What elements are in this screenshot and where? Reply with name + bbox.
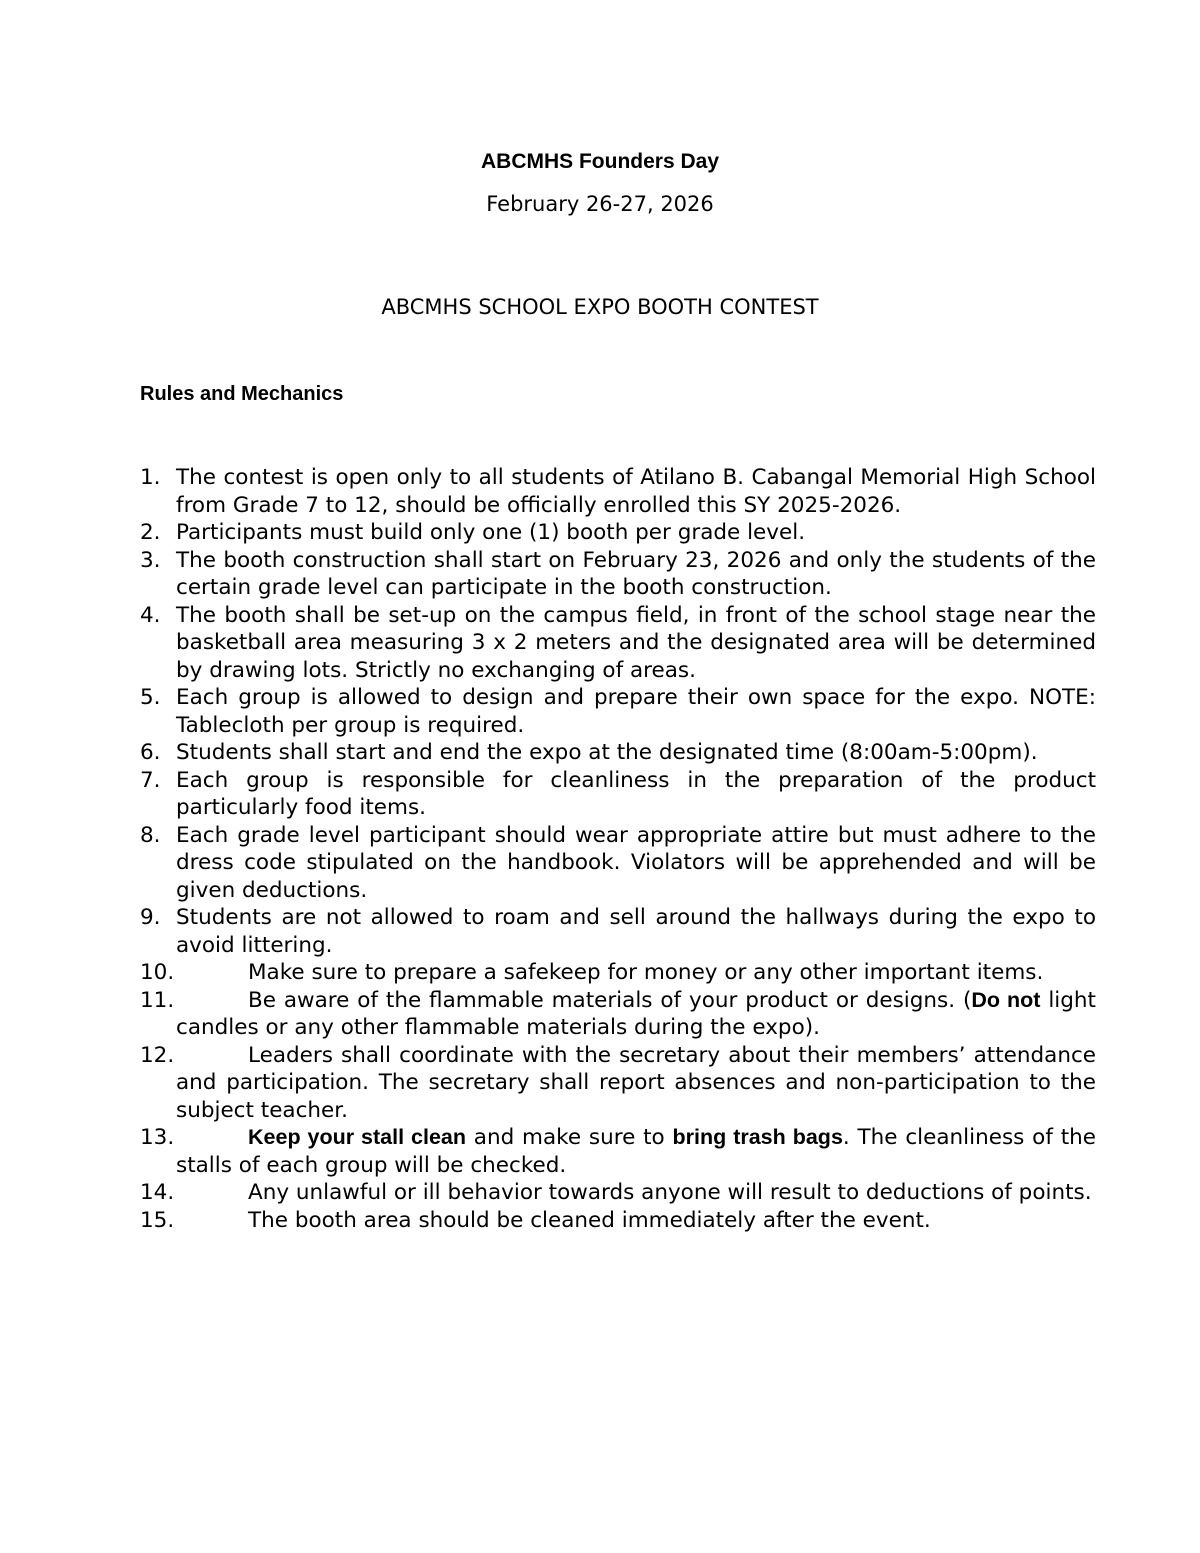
contest-title: ABCMHS SCHOOL EXPO BOOTH CONTEST bbox=[381, 295, 819, 319]
document-title: ABCMHS Founders Day bbox=[480, 150, 720, 173]
list-item: 2. Participants must build only one (1) booth per grade level. bbox=[140, 520, 806, 545]
list-item: 10. Make sure to prepare a safekeep for money or any other important items. bbox=[140, 960, 1044, 985]
list-item: 3. The booth construction shall start on February 23, 2026 and only the students of the certain grade level can participate in the booth construction. bbox=[140, 547, 1096, 600]
list-item: 12. Leaders shall coordinate with the secretary about their members’ attendance and participation. The secretary shall report absences and non-participation to the subject teacher. bbox=[140, 1042, 1096, 1123]
list-item: 11. Be aware of the flammable materials of your product or designs. (Do not light candles or any other flammable materials during the expo). bbox=[140, 987, 1096, 1040]
list-item: 5. Each group is allowed to design and prepare their own space for the expo. NOTE: Tablecloth per group is required. bbox=[140, 685, 1096, 738]
list-item: 7. Each group is responsible for cleanliness in the preparation of the product particularly food items. bbox=[140, 767, 1096, 820]
event-date: February 26-27, 2026 bbox=[486, 192, 714, 216]
list-item: 1. The contest is open only to all students of Atilano B. Cabangal Memorial High School from Grade 7 to 12, should be officially enrolled this SY 2025-2026. bbox=[140, 465, 1096, 518]
list-item: 9. Students are not allowed to roam and sell around the hallways during the expo to avoid littering. bbox=[140, 905, 1096, 958]
list-item: 6. Students shall start and end the expo at the designated time (8:00am-5:00pm). bbox=[140, 740, 1038, 765]
list-item: 13. Keep your stall clean and make sure to bring trash bags. The cleanliness of the stalls of each group will be checked. bbox=[140, 1125, 1096, 1178]
section-heading: Rules and Mechanics bbox=[140, 383, 344, 405]
list-item: 8. Each grade level participant should wear appropriate attire but must adhere to the dress code stipulated on the handbook. Violators will be apprehended and will be given deductions. bbox=[140, 822, 1096, 903]
list-item: 15. The booth area should be cleaned immediately after the event. bbox=[140, 1207, 931, 1233]
list-item: 4. The booth shall be set-up on the campus field, in front of the school stage near the basketball area measuring 3 x 2 meters and the designated area will be determined by drawing lots. Strictly no exchanging of areas. bbox=[140, 602, 1096, 683]
rules-list bbox=[140, 464, 1096, 1234]
list-item: 14. Any unlawful or ill behavior towards anyone will result to deductions of points. bbox=[140, 1180, 1092, 1205]
